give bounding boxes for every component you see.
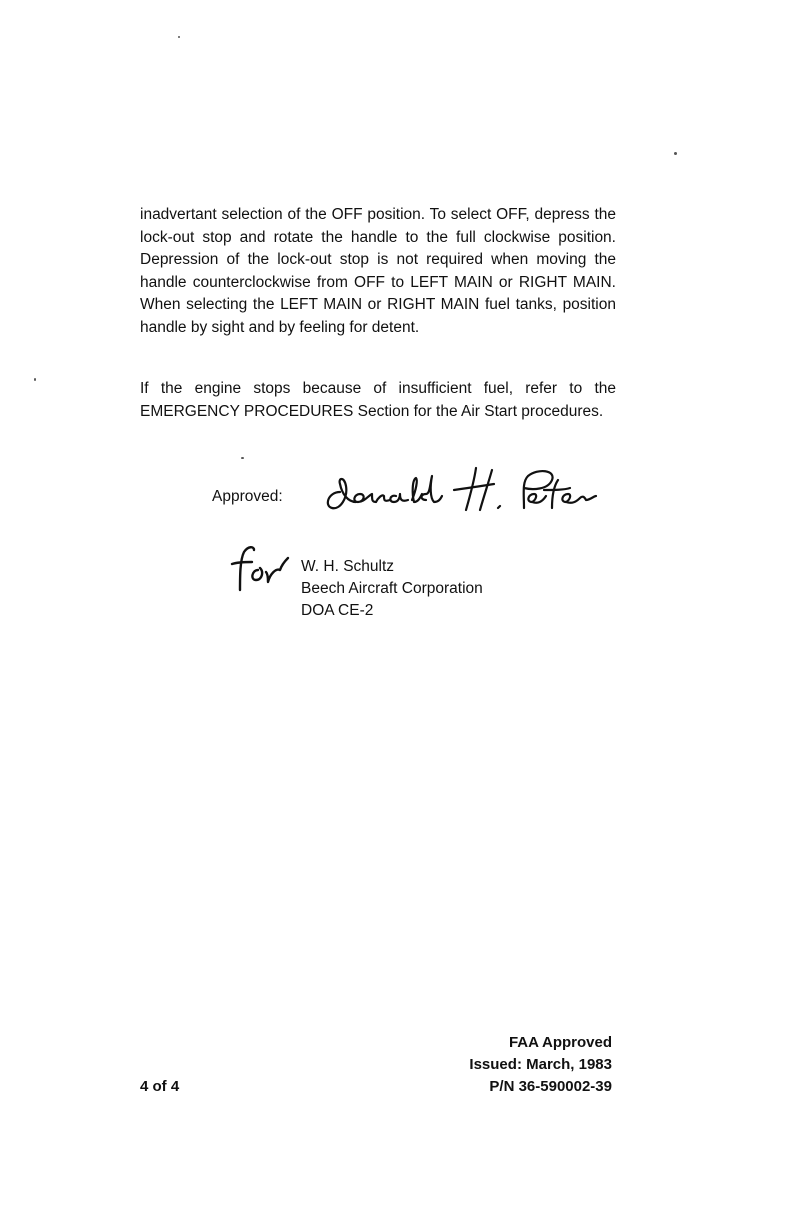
footer-approval-block bbox=[469, 1032, 612, 1098]
part-number: P/N 36-590002-39 bbox=[489, 1078, 612, 1095]
scan-speck bbox=[241, 457, 244, 459]
handwritten-signature bbox=[318, 450, 618, 530]
scan-speck bbox=[34, 378, 36, 381]
signer-name: W. H. Schultz bbox=[301, 558, 395, 575]
signer-company: Beech Aircraft Corporation bbox=[301, 580, 483, 597]
engine-stop-paragraph: If the engine stops because of insufficient fuel, refer to the EMERGENCY PROCEDURES Section for the Air Start procedures. bbox=[140, 380, 616, 420]
scan-speck bbox=[674, 152, 677, 155]
approved-label: Approved: bbox=[212, 488, 283, 505]
page-number: 4 of 4 bbox=[140, 1078, 180, 1095]
issued-date: Issued: March, 1983 bbox=[469, 1056, 612, 1073]
faa-approved-label: FAA Approved bbox=[508, 1034, 612, 1051]
signer-designation: DOA CE-2 bbox=[301, 602, 374, 619]
fuel-selector-paragraph: inadvertant selection of the OFF position. To select OFF, depress the lock-out stop and rotate the handle to the full clockwise position. Depression of the lock-out stop is not required when moving the handle counterclockwise from OFF to LEFT MAIN or RIGHT MAIN. When selecting the LEFT MAIN or RIGHT MAIN fuel tanks, position handle by sight and by feeling for detent. bbox=[140, 206, 616, 336]
handwritten-for bbox=[226, 540, 290, 598]
signer-block bbox=[301, 556, 483, 622]
scan-speck bbox=[178, 36, 180, 38]
